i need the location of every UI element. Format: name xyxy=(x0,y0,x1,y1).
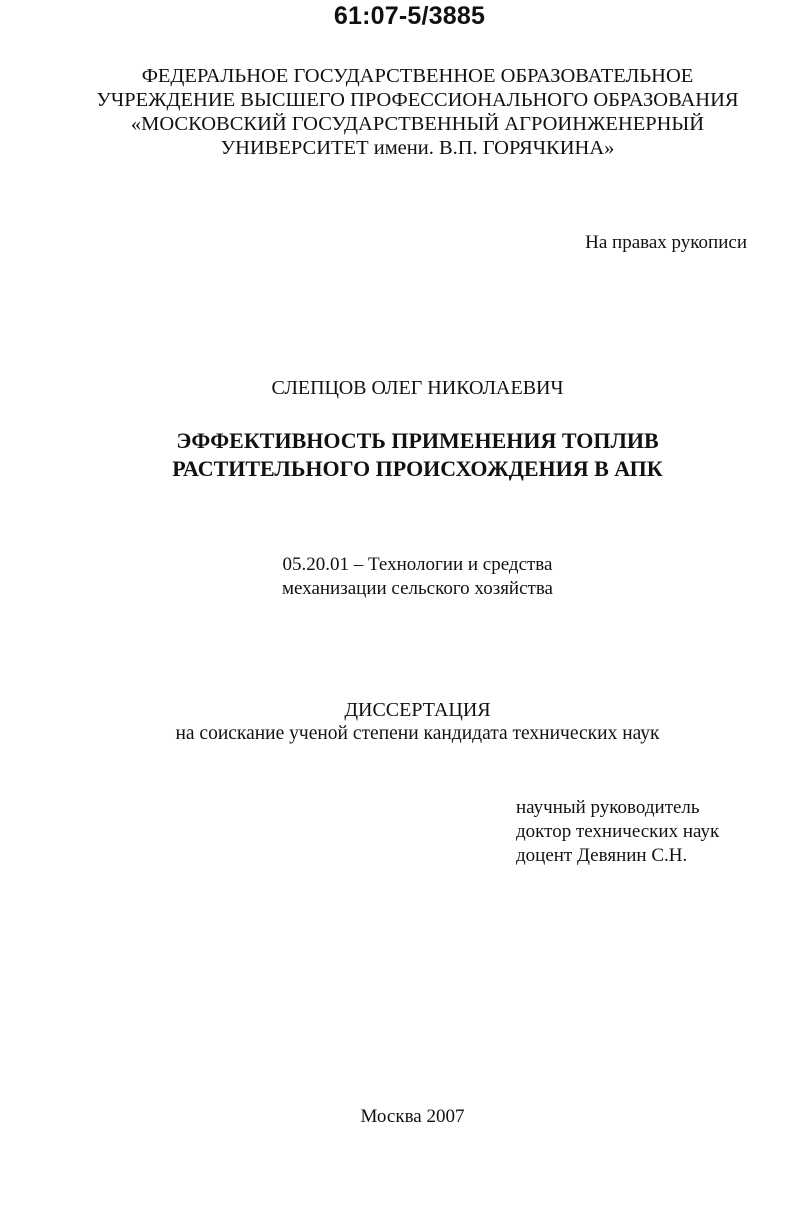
institution-line: ФЕДЕРАЛЬНОЕ ГОСУДАРСТВЕННОЕ ОБРАЗОВАТЕЛЬНОЕ xyxy=(141,65,694,87)
institution-line: УНИВЕРСИТЕТ имени. В.П. ГОРЯЧКИНА» xyxy=(220,137,615,159)
manuscript-rights-note: На правах рукописи xyxy=(585,232,747,253)
institution-line: «МОСКОВСКИЙ ГОСУДАРСТВЕННЫЙ АГРОИНЖЕНЕРНЫЙ xyxy=(130,113,705,135)
institution-name xyxy=(0,64,799,160)
supervisor-line: научный руководитель xyxy=(516,797,700,818)
author-name: СЛЕПЦОВ ОЛЕГ НИКОЛАЕВИЧ xyxy=(271,377,564,399)
specialty-line: 05.20.01 – Технологии и средства xyxy=(282,554,553,575)
dissertation-heading: ДИССЕРТАЦИЯ xyxy=(344,699,491,721)
dissertation-title xyxy=(0,427,799,483)
title-line: РАСТИТЕЛЬНОГО ПРОИСХОЖДЕНИЯ В АПК xyxy=(172,456,663,481)
institution-line: УЧРЕЖДЕНИЕ ВЫСШЕГО ПРОФЕССИОНАЛЬНОГО ОБРАЗОВАНИЯ xyxy=(96,89,739,111)
archive-code: 61:07-5/3885 xyxy=(333,2,486,30)
supervisor-line: доктор технических наук xyxy=(516,821,720,842)
supervisor-block xyxy=(516,796,719,868)
city-year: Москва 2007 xyxy=(360,1106,465,1127)
supervisor-line: доцент Девянин С.Н. xyxy=(516,845,688,866)
dissertation-block xyxy=(0,698,799,746)
specialty-line: механизации сельского хозяйства xyxy=(281,578,553,599)
title-line: ЭФФЕКТИВНОСТЬ ПРИМЕНЕНИЯ ТОПЛИВ xyxy=(176,428,659,453)
degree-subtitle: на соискание ученой степени кандидата технических наук xyxy=(175,723,660,744)
specialty-code xyxy=(0,553,799,601)
